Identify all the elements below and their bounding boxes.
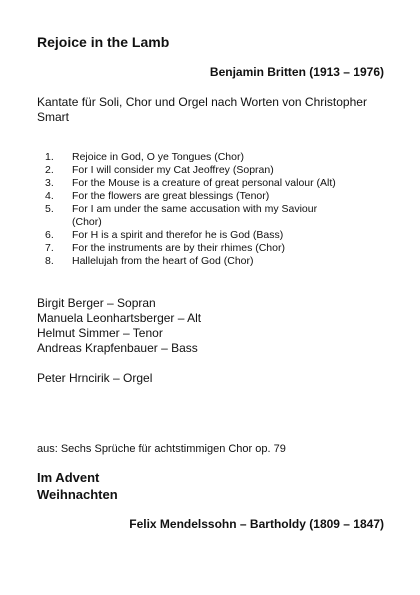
piece-title-christmas: Weihnachten [37, 487, 118, 502]
movement-number: 4. [45, 190, 54, 202]
cantata-title: Rejoice in the Lamb [37, 34, 170, 50]
britten-composer: Benjamin Britten (1913 – 1976) [209, 65, 384, 79]
movement-title-continuation: (Chor) [72, 216, 102, 228]
mendelssohn-composer: Felix Mendelssohn – Bartholdy (1809 – 1847) [129, 517, 384, 531]
movement-title: For the instruments are by their rhimes (Chor) [72, 242, 285, 254]
soloist-bass: Andreas Krapfenbauer – Bass [37, 341, 198, 355]
movement-title: For the flowers are great blessings (Tenor) [72, 190, 270, 202]
movement-title: For I will consider my Cat Jeoffrey (Sopran) [72, 164, 274, 176]
movement-title: For the Mouse is a creature of great personal valour (Alt) [72, 177, 336, 189]
movement-number: 5. [45, 203, 54, 215]
mendelssohn-source: aus: Sechs Sprüche für achtstimmigen Chor op. 79 [37, 443, 286, 455]
movement-number: 3. [45, 177, 54, 189]
movement-title: Hallelujah from the heart of God (Chor) [72, 255, 254, 267]
movement-title: For H is a spirit and therefor he is God (Bass) [72, 229, 284, 241]
cantata-description-line1: Kantate für Soli, Chor und Orgel nach Worten von Christopher [37, 95, 367, 109]
piece-title-advent: Im Advent [37, 470, 100, 485]
soloist-soprano: Birgit Berger – Sopran [37, 296, 156, 310]
soloist-tenor: Helmut Simmer – Tenor [37, 326, 163, 340]
soloist-alto: Manuela Leonhartsberger – Alt [37, 311, 202, 325]
movement-number: 7. [45, 242, 54, 254]
movement-number: 8. [45, 255, 54, 267]
movement-number: 6. [45, 229, 54, 241]
movement-number: 1. [45, 151, 54, 163]
cantata-description-line2: Smart [37, 110, 70, 124]
movement-number: 2. [45, 164, 54, 176]
organist: Peter Hrncirik – Orgel [37, 371, 153, 385]
movement-title: Rejoice in God, O ye Tongues (Chor) [72, 151, 244, 163]
movement-title: For I am under the same accusation with my Saviour [72, 203, 318, 215]
